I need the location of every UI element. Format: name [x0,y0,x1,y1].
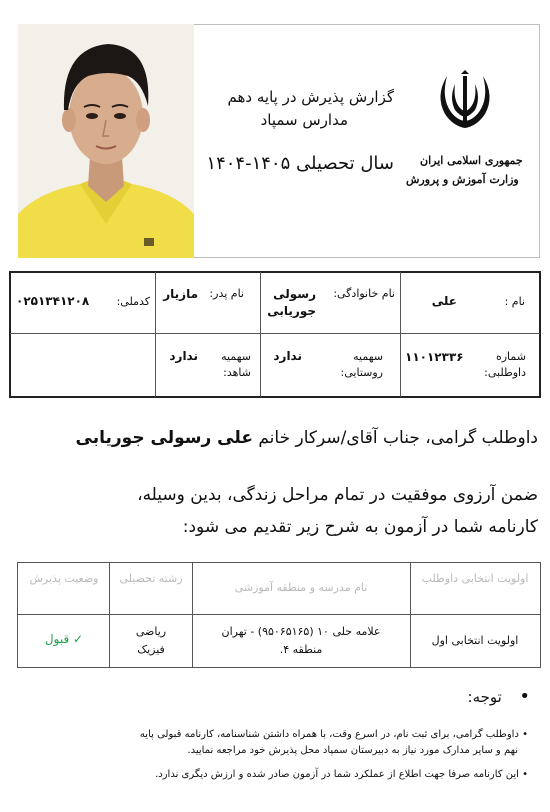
national-id-label: کدملی: [116,295,150,308]
bullet-icon: • [522,729,528,740]
national-id-value: ۰۲۵۱۳۴۱۲۰۸ [16,294,90,308]
message-line2: کارنامه شما در آزمون به شرح زیر تقدیم می شود: [182,517,538,537]
first-name-value: علی [431,294,457,308]
note-item-2 [155,767,528,783]
emblem-line2: وزارت آموزش و پرورش [406,173,519,186]
academic-year: سال تحصیلی ۱۴۰۵-۱۴۰۴ [206,153,394,174]
emblem-line1: جمهوری اسلامی ایران [420,154,523,167]
message-line1: ضمن آرزوی موفقیت در تمام مراحل زندگی، بدین وسیله، [137,485,538,505]
last-name-label: نام خانوادگی: [333,287,395,300]
info-col-divider [155,272,156,397]
row-school-line1: علامه حلی ۱۰ (۹۵۰۶۵۱۶۵) - تهران [221,625,381,638]
results-col-divider [192,563,193,667]
info-row-divider [10,333,540,334]
martyr-quota-value: ندارد [169,349,198,363]
row-field-line1: ریاضی [135,625,167,638]
results-row-divider [18,614,540,615]
emblem [406,70,523,210]
bullet-icon: • [519,686,530,707]
header-priority: اولویت انتخابی داوطلب [421,572,529,585]
header-status: وضعیت پذیرش [29,572,99,585]
results-col-divider [410,563,411,667]
father-name-label: نام پدر: [209,287,244,300]
row-field-line2: فیزیک [137,643,165,656]
row-priority: اولویت انتخابی اول [431,634,519,647]
info-col-divider [260,272,261,397]
greeting-line [76,423,538,453]
rural-quota-value: ندارد [273,349,302,363]
check-icon: ✓ [73,632,84,646]
note-item-1-cont: نهم و سایر مدارک مورد نیاز به دبیرستان سمپاد محل پذیرش خود مراجعه نمایید. [187,745,518,756]
iran-emblem-icon [435,70,495,132]
notes-title-wrap [468,686,530,707]
report-title: گزارش پذیرش در پایه دهم [227,88,394,106]
bullet-icon: • [522,769,528,780]
martyr-quota-label: سهمیه شاهد: [221,350,251,379]
notes-title: توجه: [467,688,502,706]
note-item-1-text: داوطلب گرامی، برای ثبت نام، در اسرع وقت، با همراه داشتن شناسنامه، کارنامه قبولی پایه [139,729,519,740]
greeting-name: علی رسولی جوریابی [75,428,253,448]
row-status-text: قبول [44,632,70,646]
rural-quota-label: سهمیه روستایی: [340,350,383,379]
first-name-label: نام : [504,295,525,308]
row-status [22,632,106,646]
father-name-value: مازیار [163,287,198,301]
note-item-2-text: این کارنامه صرفا جهت اطلاع از عملکرد شما در آزمون صادر شده و ارزش دیگری ندارد. [155,769,519,780]
last-name-value: رسولی جوریابی [267,287,316,318]
header-field: رشته تحصیلی [119,572,183,585]
applicant-no-value: ۱۱۰۱۲۳۳۶ [405,350,464,364]
results-col-divider [109,563,110,667]
applicant-no-label: شماره داوطلبی: [484,350,526,379]
student-photo [18,24,194,258]
info-col-divider [400,272,401,397]
header-school: نام مدرسه و منطقه آموزشی [234,581,368,594]
row-school-line2: منطقه ۴. [279,643,323,656]
schools-title: مدارس سمپاد [260,111,348,129]
note-item-1 [140,727,528,743]
greeting-prefix: داوطلب گرامی، جناب آقای/سرکار خانم [258,428,538,448]
